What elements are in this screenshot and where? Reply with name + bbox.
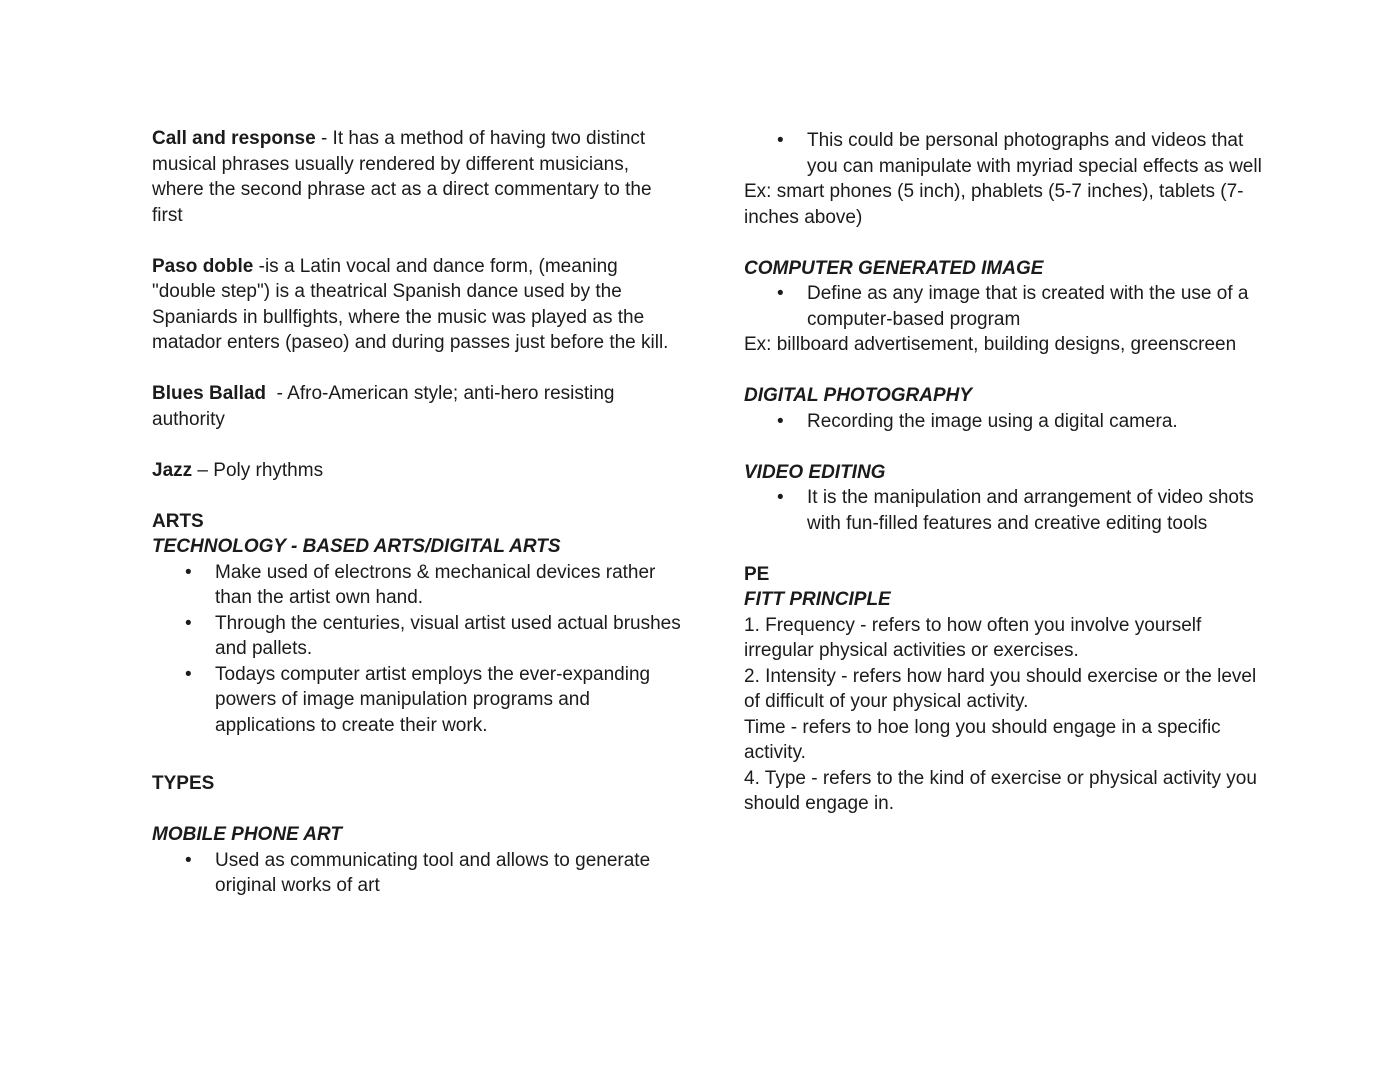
example-text-cgi: Ex: billboard advertisement, building designs, greenscreen: [744, 334, 1237, 355]
bullet-item: • Make used of electrons & mechanical devices rather than the artist own hand.: [152, 560, 685, 611]
definition-paragraph-jazz: [152, 458, 685, 484]
cgi-bullet-list: [744, 281, 1264, 332]
definition-text: - Afro-American style; anti-hero resisting authority: [152, 383, 620, 430]
bullet-item: • This could be personal photographs and videos that you can manipulate with myriad special effects as well: [744, 128, 1264, 179]
fitt-item-type: 4. Type - refers to the kind of exercise or physical activity you should engage in.: [744, 767, 1257, 814]
definition-text: – Poly rhythms: [192, 459, 324, 481]
section-subheading-fitt-principle: FITT PRINCIPLE: [744, 589, 891, 610]
definition-term: Jazz: [152, 459, 193, 481]
bullet-item: • Todays computer artist employs the ever-expanding powers of image manipulation programs and applications to create their work.: [152, 662, 685, 739]
photo-bullet-list: [744, 409, 1264, 435]
section-subheading-video-editing: VIDEO EDITING: [744, 461, 886, 483]
bullet-item: • Through the centuries, visual artist used actual brushes and pallets.: [152, 611, 685, 662]
section-heading-arts: ARTS: [152, 510, 204, 532]
video-bullet-list: [744, 485, 1264, 536]
definition-paragraph-paso-doble: [152, 254, 685, 356]
section-subheading-computer-generated-image: COMPUTER GENERATED IMAGE: [744, 257, 1044, 279]
section-subheading-digital-photography: DIGITAL PHOTOGRAPHY: [744, 385, 973, 406]
bullet-item: • Define as any image that is created with the use of a computer-based program: [744, 281, 1264, 332]
definition-paragraph-blues-ballad: [152, 381, 685, 432]
mobile-continued-bullet-list: [744, 128, 1264, 179]
section-subheading-mobile-phone-art: MOBILE PHONE ART: [152, 824, 343, 845]
definition-term: Blues Ballad: [152, 383, 267, 404]
definition-term: Paso doble: [152, 255, 254, 277]
definition-term: Call and response: [152, 128, 316, 149]
mobile-bullet-list: [152, 848, 685, 899]
fitt-item-intensity: 2. Intensity - refers how hard you should exercise or the level of difficult of your physical activity.: [744, 665, 1257, 712]
left-column: [152, 126, 685, 899]
bullet-item: • Used as communicating tool and allows to generate original works of art: [152, 848, 685, 899]
section-subheading-technology-based-arts: TECHNOLOGY - BASED ARTS/DIGITAL ARTS: [152, 536, 561, 557]
right-column: [744, 128, 1264, 817]
bullet-item: • Recording the image using a digital camera.: [744, 409, 1264, 435]
definition-text: -is a Latin vocal and dance form, (meaning "double step") is a theatrical Spanish dance used by the Spaniards in bullfights, where the music was played as the matador enters (paseo) and during passes just before the kill.: [152, 255, 669, 353]
tech-bullet-list: [152, 560, 685, 739]
section-heading-pe: PE: [744, 563, 770, 585]
bullet-item: • It is the manipulation and arrangement of video shots with fun-filled features and creative editing tools: [744, 485, 1264, 536]
fitt-item-time: Time - refers to hoe long you should engage in a specific activity.: [744, 716, 1221, 763]
fitt-item-frequency: 1. Frequency - refers to how often you involve yourself irregular physical activities or exercises.: [744, 614, 1202, 661]
definition-text: - It has a method of having two distinct musical phrases usually rendered by different musicians, where the second phrase act as a direct commentary to the first: [152, 128, 657, 226]
section-heading-types: TYPES: [152, 773, 215, 794]
definition-paragraph-call-and-response: [152, 126, 685, 228]
example-text-mobile: Ex: smart phones (5 inch), phablets (5-7 inches), tablets (7-inches above): [744, 181, 1244, 228]
